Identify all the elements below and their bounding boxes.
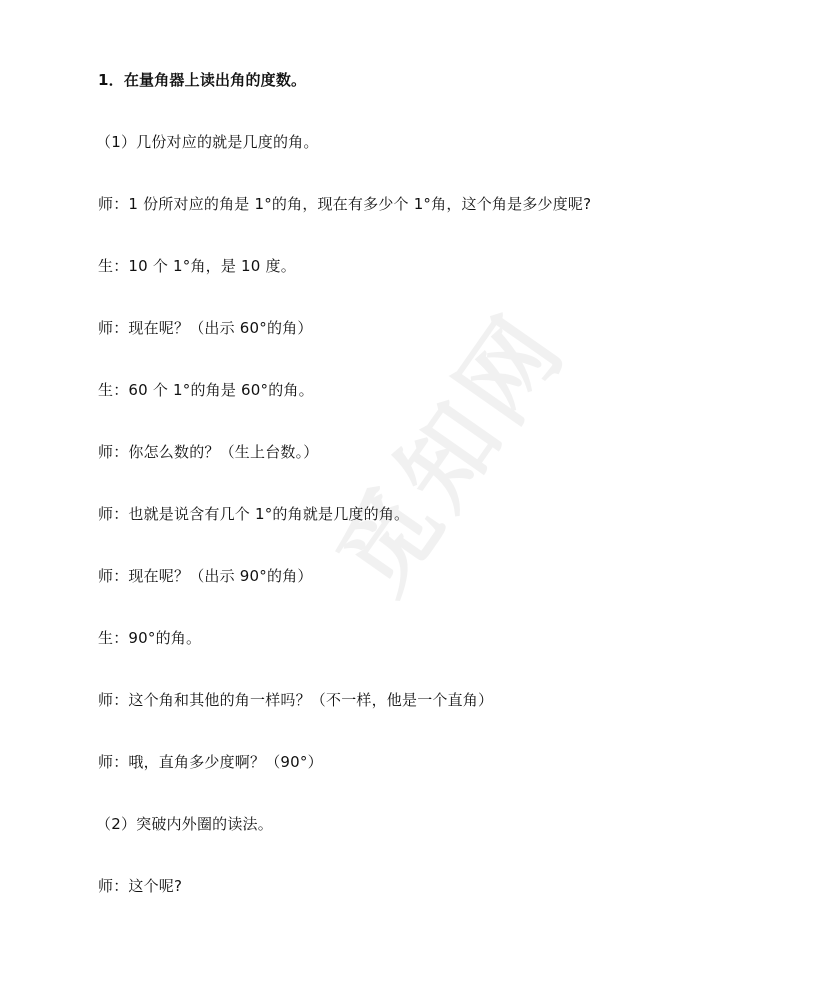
dialogue-line: 师：这个呢? [98, 877, 183, 895]
section-heading: 1．在量角器上读出角的度数。 [98, 71, 307, 89]
dialogue-line: 师：哦，直角多少度啊？（90°） [98, 753, 323, 771]
subsection-heading: （1）几份对应的就是几度的角。 [96, 133, 319, 151]
dialogue-line: 师：也就是说含有几个 1°的角就是几度的角。 [98, 505, 410, 523]
dialogue-line: 生：10 个 1°角，是 10 度。 [98, 257, 296, 275]
watermark: 觅知网 [316, 292, 588, 613]
dialogue-line: 生：90°的角。 [98, 629, 202, 647]
dialogue-line: 师：现在呢？（出示 90°的角） [98, 567, 313, 585]
subsection-heading: （2）突破内外圈的读法。 [96, 815, 273, 833]
dialogue-line: 生：60 个 1°的角是 60°的角。 [98, 381, 314, 399]
dialogue-line: 师：现在呢？（出示 60°的角） [98, 319, 313, 337]
dialogue-line: 师：这个角和其他的角一样吗？（不一样，他是一个直角） [98, 691, 494, 709]
dialogue-line: 师：1 份所对应的角是 1°的角，现在有多少个 1°角，这个角是多少度呢? [98, 195, 592, 213]
dialogue-line: 师：你怎么数的？（生上台数。） [98, 443, 319, 461]
